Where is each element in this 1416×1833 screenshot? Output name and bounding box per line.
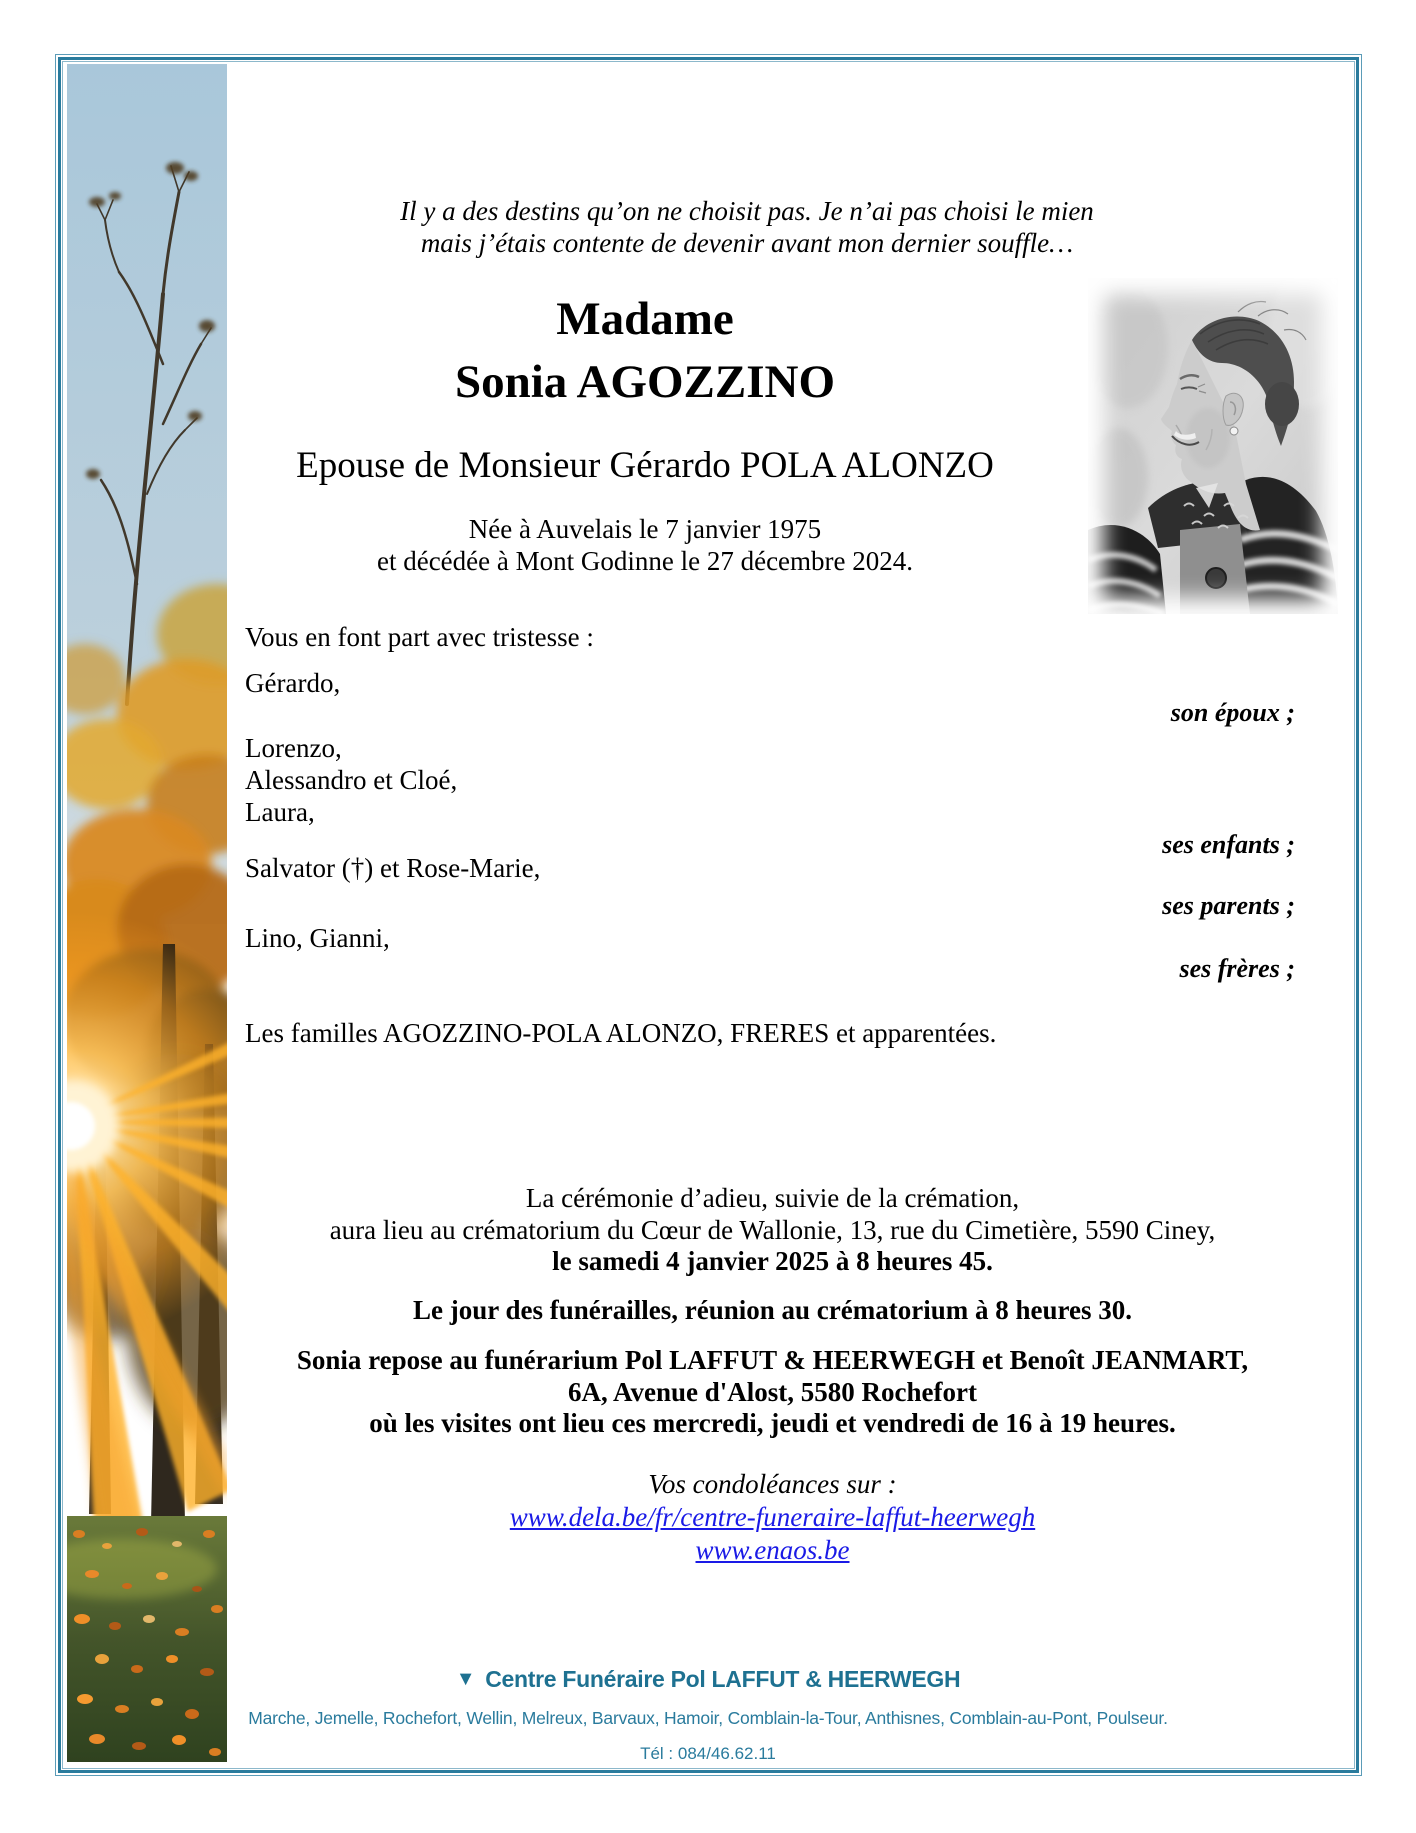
mourner-child-2: Alessandro et Cloé, (245, 765, 458, 795)
announcement-intro: Vous en font part avec tristesse : (245, 622, 594, 652)
portrait-photo (1088, 278, 1338, 614)
mourner-child-1: Lorenzo, (245, 733, 342, 763)
repose-line1: Sonia repose au funérarium Pol LAFFUT & HEERWEGH et Benoît JEANMART, (296, 1345, 1249, 1375)
deceased-name: Sonia AGOZZINO (454, 356, 836, 408)
spouse-line: Epouse de Monsieur Gérardo POLA ALONZO (296, 445, 994, 486)
condolences-link2-row (230, 1535, 1315, 1566)
repose-visits: où les visites ont lieu ces mercredi, jeudi et vendredi de 16 à 19 heures. (369, 1408, 1176, 1438)
death-line: et décédée à Mont Godinne le 27 décembre 2024. (376, 546, 914, 576)
ceremony-line1: La cérémonie d’adieu, suivie de la crémation, (525, 1183, 1020, 1213)
funeral-home-brand (60, 1666, 1356, 1693)
relation-brothers: ses frères ; (1179, 954, 1295, 983)
memorial-quote-line2: mais j’étais contente de devenir avant mon dernier souffle… (420, 228, 1074, 258)
ceremony-date-line: le samedi 4 janvier 2025 à 8 heures 45. (552, 1246, 993, 1276)
autumn-photo-strip (67, 64, 227, 1762)
portrait-image (1088, 278, 1338, 614)
reunion-line: Le jour des funérailles, réunion au crématorium à 8 heures 30. (413, 1295, 1132, 1325)
autumn-sunrise-image (67, 64, 227, 1762)
condolences-link-dela[interactable]: www.dela.be/fr/centre-funeraire-laffut-heerwegh (509, 1502, 1036, 1532)
mourner-husband: Gérardo, (245, 668, 341, 698)
mourner-child-3: Laura, (245, 797, 315, 827)
memorial-quote-line1: Il y a des destins qu’on ne choisit pas. Je n’ai pas choisi le mien (400, 196, 1094, 226)
relation-children: ses enfants ; (1162, 830, 1295, 859)
funeral-home-towns: Marche, Jemelle, Rochefort, Wellin, Melreux, Barvaux, Hamoir, Comblain-la-Tour, Anthisnes, Comblain-au-Pont, Poulseur. (248, 1708, 1168, 1728)
funeral-home-name: Centre Funéraire Pol LAFFUT & HEERWEGH (485, 1666, 961, 1692)
deceased-title: Madame (556, 293, 734, 345)
condolences-link-enaos[interactable]: www.enaos.be (695, 1535, 850, 1565)
mourner-brothers: Lino, Gianni, (245, 923, 390, 953)
mourner-parents: Salvator (†) et Rose-Marie, (245, 853, 541, 883)
triangle-down-icon: ▼ (455, 1668, 476, 1690)
ceremony-line2: aura lieu au crématorium du Cœur de Wallonie, 13, rue du Cimetière, 5590 Ciney, (329, 1215, 1216, 1245)
birth-line: Née à Auvelais le 7 janvier 1975 (468, 514, 822, 544)
relation-parents: ses parents ; (1162, 891, 1295, 920)
repose-address: 6A, Avenue d'Alost, 5580 Rochefort (568, 1377, 977, 1407)
funeral-home-phone: Tél : 084/46.62.11 (640, 1744, 776, 1763)
condolences-link1-row (230, 1502, 1315, 1533)
families-line: Les familles AGOZZINO-POLA ALONZO, FRERES et apparentées. (245, 1018, 997, 1048)
relation-husband: son époux ; (1170, 698, 1295, 727)
condolences-label: Vos condoléances sur : (648, 1469, 897, 1499)
